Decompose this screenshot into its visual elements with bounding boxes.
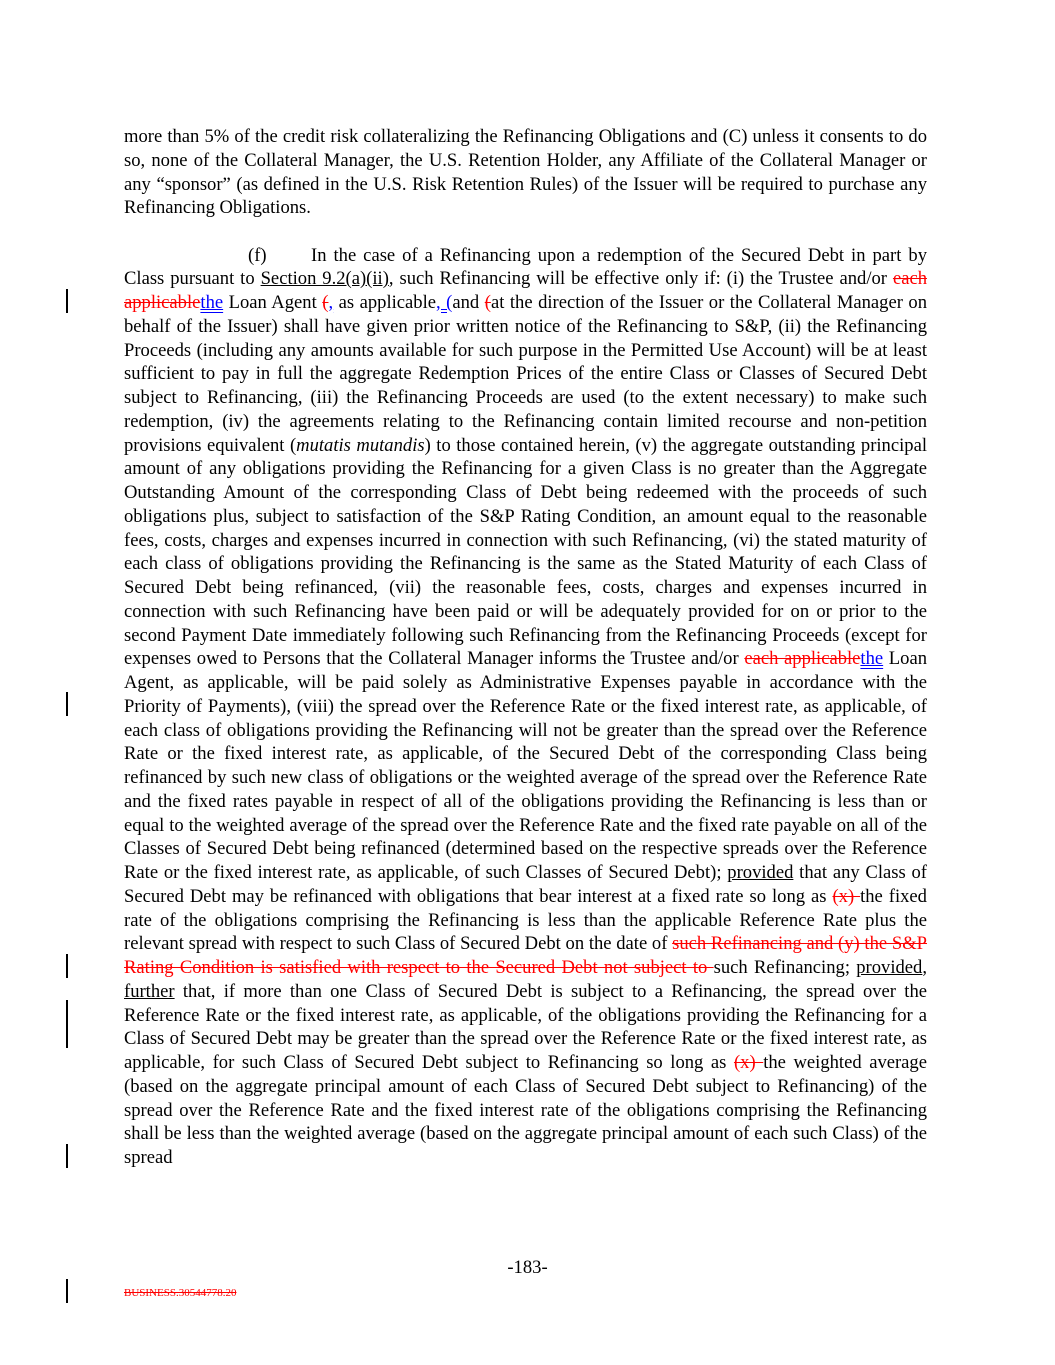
change-bar	[66, 954, 68, 978]
inserted-text: the	[200, 292, 224, 313]
paragraph-text: more than 5% of the credit risk collateralizing the Refinancing Obligations and (C) unless it consents to do so, none of the Collateral Manager, the U.S. Retention Holder, any Affiliate of the Collateral Manager or any “sponsor” (as defined in the U.S. Risk Retention Rules) of the Issuer will be required to purchase any Refinancing Obligations.	[124, 126, 927, 219]
change-bar	[66, 692, 68, 716]
text-run: and	[452, 292, 485, 313]
text-run: , such Refinancing will be effective only if: (i) the Trustee and/or	[388, 268, 893, 290]
clause-label: (f)	[248, 244, 267, 266]
deleted-text: (	[322, 292, 329, 313]
text-run: In the case of a Refinancing upon a redemption of the Secured Debt in part by Class pursuant to	[124, 244, 927, 290]
underlined-term: provided	[856, 957, 923, 978]
change-bar	[66, 1279, 68, 1303]
text-run: the fixed rate of the obligations comprising the Refinancing is less than the applicable Reference Rate plus the relevant spread with respect to such Class of Secured Debt on the date of	[124, 885, 927, 955]
text-run: at the direction of the Issuer or the Collateral Manager on behalf of the Issuer) shall have given prior written notice of the Refinancing to S&P, (ii) the Refinancing Proceeds (including any amounts available for such purpose in the Permitted Use Account) will be at least sufficient to pay in full the aggregate Redemption Prices of the entire Class or Classes of Secured Debt subject to Refinancing, (iii) the Refinancing Proceeds are used (to the extent necessary) to make such redemption, (iv) the agreements relating to the Refinancing contain limited recourse and non-petition provisions equivalent (	[124, 292, 927, 456]
text-run: Loan Agent, as applicable, will be paid solely as Administrative Expenses payable in accordance with the Priority of Payments), (viii) the spread over the Reference Rate or the fixed interest rate, as applicable, of each class of obligations providing the Refinancing will not be greater than the spread over the Reference Rate or the fixed interest rate, as applicable, of the Secured Debt of the corresponding Class being refinanced by such new class of obligations or the weighted average of the spread over the Reference Rate and the fixed rates payable in respect of all of the obligations providing the Refinancing is less than or equal to the weighted average of the spread over the Reference Rate and the fixed rate payable on all of the Classes of Secured Debt being refinanced (determined based on the respective spreads over the Reference Rate or the fixed interest rate, as applicable, of such Classes of Secured Debt);	[124, 648, 927, 883]
inserted-text: , (	[436, 292, 453, 313]
paragraph-continuation	[124, 125, 927, 220]
deleted-text: (x)	[733, 1052, 764, 1073]
page-number: -183-	[507, 1257, 548, 1278]
underlined-term: further	[124, 980, 175, 1002]
section-reference: Section 9.2(a)(ii)	[260, 268, 389, 290]
deleted-text: (	[484, 292, 491, 313]
change-bar	[66, 1144, 68, 1168]
paragraph-f	[124, 244, 927, 1170]
deleted-text: such Refinancing and (y) the S&P Rating Condition is satisfied with respect to the Secured Debt not subject to	[124, 933, 927, 978]
text-run: that, if more than one Class of Secured Debt is subject to a Refinancing, the spread over the Reference Rate or the fixed interest rate, as applicable, of the obligations providing the Refinancing for a Class of Secured Debt may be greater than the spread over the Reference Rate or the fixed interest rate, as applicable, for such Class of Secured Debt subject to Refinancing so long as	[124, 980, 927, 1073]
text-run: ,	[922, 957, 928, 978]
deleted-text: each applicable	[744, 648, 861, 670]
deleted-text: (x)	[832, 885, 861, 907]
text-run: the weighted average (based on the aggregate principal amount of each Class of Secured Debt subject to Refinancing) of the spread over the Reference Rate and the fixed interest rate of the obligations comprising the Refinancing shall be less than the weighted average (based on the aggregate principal amount of each such Class) of the spread	[124, 1052, 927, 1168]
italic-text: mutatis mutandis	[296, 434, 425, 456]
change-bar	[66, 1000, 68, 1048]
document-body	[124, 125, 927, 1170]
text-run: ) to those contained herein, (v) the aggregate outstanding principal amount of any obligations providing the Refinancing for a given Class is no greater than the Aggregate Outstanding Amount of the corresponding Class of Debt being redeemed with the proceeds of such obligations plus, subject to satisfaction of the S&P Rating Condition, an amount equal to the reasonable fees, costs, charges and expenses incurred in connection with such Refinancing, (vi) the stated maturity of each class of obligations providing the Refinancing is the same as the Stated Maturity of each Class of Secured Debt being refinanced, (vii) the reasonable fees, costs, charges and expenses incurred in connection with such Refinancing have been paid or will be adequately provided for on or prior to the second Payment Date immediately following such Refinancing from the Refinancing Proceeds (except for expenses owed to Persons that the Collateral Manager informs the Trustee and/or	[124, 434, 927, 670]
underlined-term: provided	[727, 862, 794, 883]
change-bar	[66, 289, 68, 313]
text-run: as applicable	[333, 292, 437, 313]
deleted-text: each applicable	[124, 268, 927, 313]
inserted-text: ,	[328, 292, 334, 313]
text-run: Loan Agent	[223, 292, 323, 313]
inserted-text: the	[860, 648, 884, 670]
document-id-deleted: BUSINESS.30544778.20	[124, 1287, 237, 1299]
text-run: that any Class of Secured Debt may be refinanced with obligations that bear interest at a fixed rate so long as	[124, 862, 927, 907]
text-run: such Refinancing;	[713, 957, 857, 978]
